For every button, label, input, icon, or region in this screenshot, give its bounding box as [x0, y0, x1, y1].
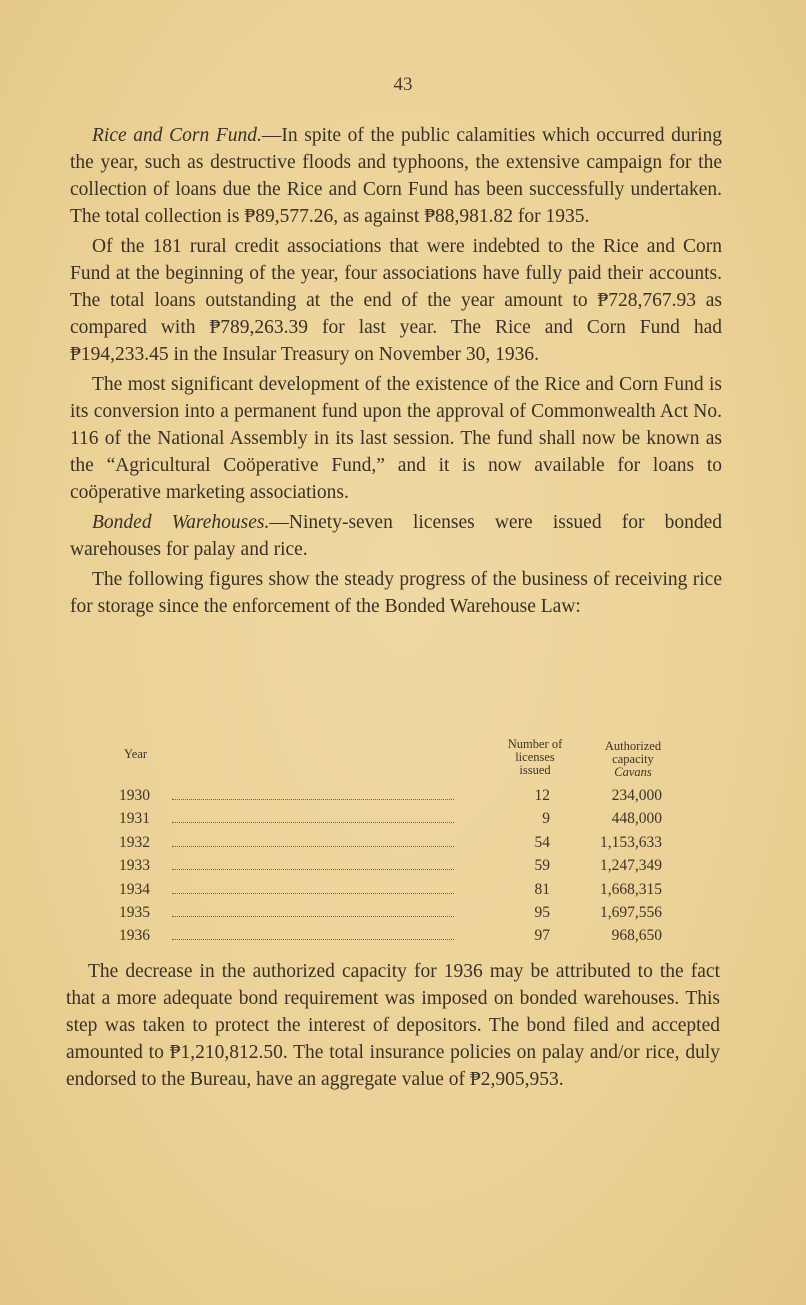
table-body — [96, 784, 686, 948]
leader-dots — [172, 846, 454, 847]
paragraph-text: The following figures show the steady progress of the business of receiving rice for storage since the enforcement of the Bonded Warehouse Law: — [70, 569, 722, 617]
header-unit: Cavans — [614, 765, 652, 779]
paragraph-text: —In spite of the public calamities which occurred during the year, such as destructive floods and typhoons, the extensive campaign for the collection of loans due the Rice and Corn Fund has been successfully undertaken. The total collection is ₱89,577.26, as against ₱88,981.82 for 1935. — [70, 125, 722, 227]
cell-year: 1933 — [119, 857, 150, 875]
table-header — [96, 738, 686, 784]
page-number: 43 — [393, 74, 413, 95]
cell-capacity: 1,247,349 — [600, 857, 662, 875]
header-line: Number of — [507, 737, 563, 751]
cell-year: 1934 — [119, 880, 150, 898]
cell-capacity: 1,668,315 — [600, 880, 662, 898]
cell-licenses: 97 — [534, 927, 550, 945]
paragraph-text: The most significant development of the existence of the Rice and Corn Fund is its conversion into a permanent fund upon the approval of Commonwealth Act No. 116 of the National Assembly in its last session. The fund shall now be known as the “Agricultural Coöperative Fund,” and it is now available for loans to coöperative marketing associations. — [70, 374, 722, 503]
leader-dots — [172, 893, 454, 894]
table-row — [96, 854, 686, 877]
cell-year: 1935 — [119, 903, 150, 921]
cell-licenses: 59 — [534, 857, 550, 875]
cell-licenses: 95 — [534, 903, 550, 921]
paragraph-credit-associations — [70, 233, 722, 368]
paragraph-rice-corn-fund — [70, 122, 722, 230]
table-row — [96, 924, 686, 947]
cell-capacity: 1,697,556 — [600, 903, 662, 921]
body-text-top — [70, 122, 722, 620]
cell-capacity: 968,650 — [611, 927, 662, 945]
cell-capacity: 448,000 — [611, 810, 662, 828]
header-capacity — [590, 740, 676, 779]
cell-capacity: 234,000 — [611, 787, 662, 804]
cell-licenses: 9 — [542, 810, 550, 828]
leader-dots — [172, 799, 454, 800]
header-line: capacity — [612, 752, 654, 766]
paragraph-bonded-warehouses — [70, 509, 722, 563]
paragraph-text: —Ninety-seven licenses were issued for bonded warehouses for palay and rice. — [70, 512, 722, 560]
paragraph-capacity-decrease — [66, 958, 720, 1093]
cell-licenses: 12 — [534, 787, 550, 804]
table-row — [96, 807, 686, 830]
cell-year: 1936 — [119, 927, 150, 945]
table-row — [96, 831, 686, 854]
cell-licenses: 81 — [534, 880, 550, 898]
cell-year: 1932 — [119, 833, 150, 851]
header-line: Authorized — [604, 739, 662, 753]
cell-licenses: 54 — [534, 833, 550, 851]
cell-year: 1931 — [119, 810, 150, 828]
header-line: issued — [519, 763, 551, 777]
table-row — [96, 784, 686, 807]
cell-year: 1930 — [119, 787, 150, 804]
section-heading: Rice and Corn Fund. — [92, 125, 262, 146]
header-line: licenses — [515, 750, 555, 764]
paragraph-fund-conversion — [70, 371, 722, 506]
body-text-bottom — [66, 958, 720, 1093]
paragraph-text: Of the 181 rural credit associations that were indebted to the Rice and Corn Fund at the beginning of the year, four associations have fully paid their accounts. The total loans outstanding at the end of the year amount to ₱728,767.93 as compared with ₱789,263.39 for last year. The Rice and Corn Fund had ₱194,233.45 in the Insular Treasury on November 30, 1936. — [70, 236, 722, 365]
table-row — [96, 901, 686, 924]
leader-dots — [172, 869, 454, 870]
cell-capacity: 1,153,633 — [600, 833, 662, 851]
warehouse-table — [96, 738, 686, 948]
leader-dots — [172, 822, 454, 823]
leader-dots — [172, 916, 454, 917]
paragraph-text: The decrease in the authorized capacity for 1936 may be attributed to the fact that a more adequate bond requirement was imposed on bonded warehouses. This step was taken to protect the interest of depositors. The bond filed and accepted amounted to ₱1,210,812.50. The total insurance policies on palay and/or rice, duly endorsed to the Bureau, have an aggregate value of ₱2,905,953. — [66, 961, 720, 1090]
paragraph-figures-intro — [70, 566, 722, 620]
header-licenses — [492, 738, 578, 777]
header-year: Year — [124, 747, 148, 761]
table-row — [96, 878, 686, 901]
leader-dots — [172, 939, 454, 940]
section-heading: Bonded Warehouses. — [92, 512, 270, 533]
